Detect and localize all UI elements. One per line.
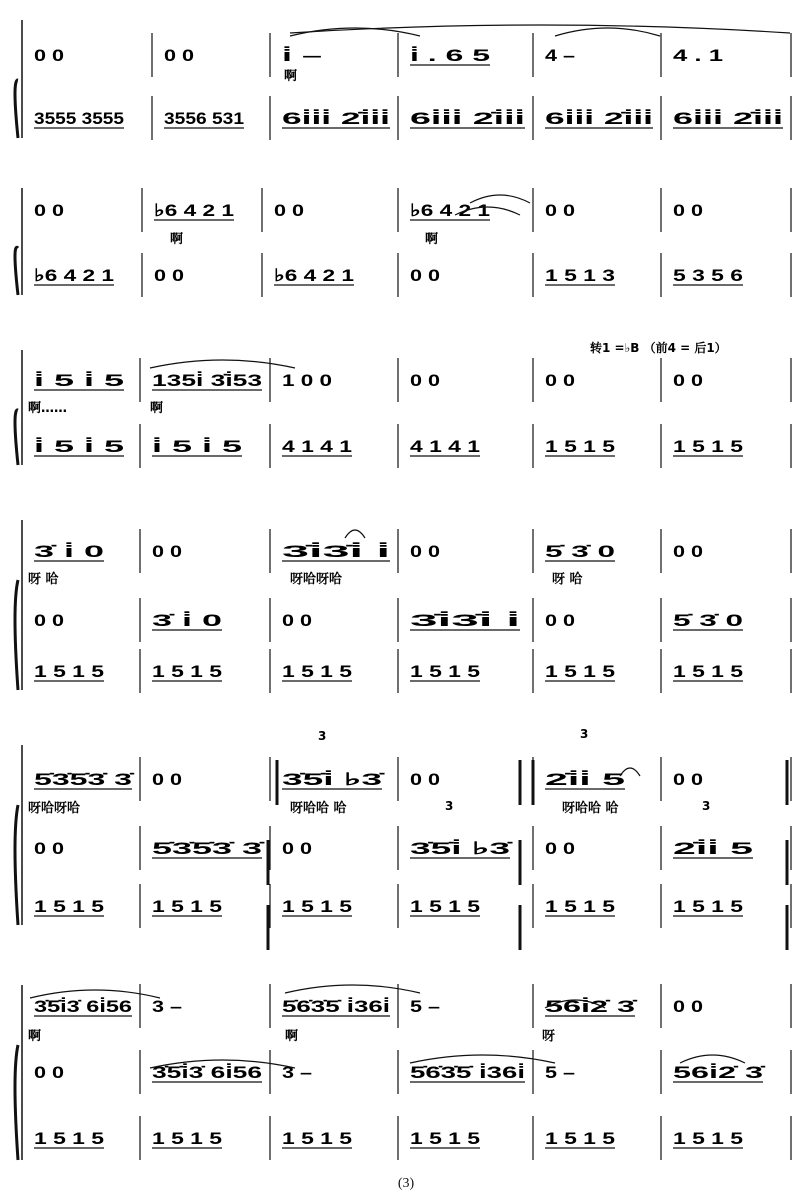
measure-notes: 1 5 1 5 <box>282 662 352 681</box>
measure-notes: ♭6 4 2 1 <box>34 266 114 285</box>
lyric-text: 啊 <box>28 1029 42 1044</box>
measure-notes: 3̇5̇i̇ ♭3̇ <box>410 839 515 858</box>
measure-notes: 4 – <box>545 46 575 65</box>
measure-notes: 3̇i̇3̇i̇ i̇ <box>410 611 520 630</box>
measure-notes: 6i̇i̇i̇ 2̇i̇i̇i̇ <box>410 109 525 128</box>
measure-notes: 3̇i̇3̇i̇ i̇ <box>282 542 390 561</box>
measure-notes: 5̇6̇3̇5̇ i̇36i̇ <box>410 1063 525 1082</box>
measure-notes: 0 0 <box>282 611 312 630</box>
measure-notes: 5 3 5 6 <box>673 266 743 285</box>
triplet-mark: 3 <box>445 799 454 813</box>
measure-notes: 4 . 1 <box>673 46 723 65</box>
measure-notes: 3̇ i̇ 0 <box>34 542 104 561</box>
measure-notes: 0 0 <box>282 839 312 858</box>
measure-notes: 3̇5̇i̇3̇ 6i̇56 <box>34 997 132 1016</box>
measure-notes: 1 5 1 5 <box>673 662 743 681</box>
measure-notes: 0 0 <box>152 542 182 561</box>
measure-notes: 0 0 <box>152 770 182 789</box>
measure-notes: i̇ – <box>282 46 322 65</box>
measure-notes: 0 0 <box>410 770 440 789</box>
measure-notes: 0 0 <box>34 1063 64 1082</box>
lyric-text: 呀哈呀哈 <box>290 572 343 587</box>
triplet-mark: 3 <box>702 799 711 813</box>
lyric-text: 呀 哈 <box>28 572 59 587</box>
measure-notes: 0 0 <box>545 371 575 390</box>
slur <box>150 360 295 368</box>
measure-notes: 56i̇2̇ 3̇ <box>673 1063 767 1082</box>
measure-notes: 0 0 <box>673 997 703 1016</box>
measure-notes: 6i̇i̇i̇ 2̇i̇i̇i̇ <box>545 109 653 128</box>
system-bracket <box>15 80 18 138</box>
slur <box>555 28 660 36</box>
measure-notes: 1 5 1 5 <box>410 1129 480 1148</box>
measure-notes: 5̇3̇5̇3̇ 3̇ <box>34 770 136 789</box>
measure-notes: 0 0 <box>154 266 184 285</box>
slur <box>680 1055 745 1063</box>
measure-notes: 0 0 <box>410 371 440 390</box>
lyric-text: 呀 <box>542 1029 556 1044</box>
measure-notes: 1 5 1 5 <box>545 662 615 681</box>
measure-notes: 1 5 1 5 <box>410 897 480 916</box>
score-notes <box>30 25 790 1148</box>
measure-notes: 0 0 <box>34 839 64 858</box>
lyric-text: 啊…… <box>28 401 68 416</box>
measure-notes: 5̇ 3̇ 0 <box>545 542 615 561</box>
measure-notes: 4 1 4 1 <box>282 437 352 456</box>
measure-notes: 5̇6̇3̇5̇ i̇36i̇ <box>282 997 390 1016</box>
measure-notes: 0 0 <box>410 542 440 561</box>
measure-notes: 1 0 0 <box>282 371 332 390</box>
measure-notes: 3556 531 <box>164 109 244 128</box>
measure-notes: 3 – <box>282 1063 312 1082</box>
measure-notes: 6i̇i̇i̇ 2̇i̇i̇i̇ <box>673 109 783 128</box>
measure-notes: 1 5 1 5 <box>545 437 615 456</box>
measure-notes: 5 – <box>410 997 440 1016</box>
measure-notes: 1 5 1 5 <box>152 1129 222 1148</box>
measure-notes: 3̇5̇i̇ ♭3̇ <box>282 770 387 789</box>
measure-notes: 2̇i̇i̇ 5 <box>673 839 753 858</box>
measure-notes: 0 0 <box>34 201 64 220</box>
lyric-text: 啊 <box>284 69 298 84</box>
measure-notes: 0 0 <box>274 201 304 220</box>
measure-notes: 0 0 <box>34 46 64 65</box>
measure-notes: 1 5 1 5 <box>545 897 615 916</box>
system-bracket <box>15 247 18 295</box>
measure-notes: 5̇ 3̇ 0 <box>673 611 743 630</box>
measure-notes: 56i̇2̇ 3̇ <box>545 997 639 1016</box>
measure-notes: 1 5 1 5 <box>410 662 480 681</box>
system-bracket <box>15 805 18 925</box>
lyric-text: 啊 <box>425 232 439 247</box>
measure-notes: 5 – <box>545 1063 575 1082</box>
lyric-text: 啊 <box>170 232 184 247</box>
measure-notes: 1 5 1 5 <box>282 897 352 916</box>
measure-notes: 3̇5̇i̇3̇ 6i̇56 <box>152 1063 262 1082</box>
measure-notes: 6i̇i̇i̇ 2̇i̇i̇i̇ <box>282 109 390 128</box>
system-bracket <box>15 1045 18 1160</box>
measure-notes: 135i̇ 3̇i̇53 <box>152 371 262 390</box>
measure-notes: 0 0 <box>545 611 575 630</box>
measure-notes: 1 5 1 5 <box>34 1129 104 1148</box>
lyric-text: 呀哈呀哈 <box>28 801 81 816</box>
measure-notes: i̇ 5 i̇ 5 <box>152 437 242 456</box>
measure-notes: i̇ 5 i̇ 5 <box>34 437 124 456</box>
measure-notes: 3555 3555 <box>34 109 125 128</box>
measure-notes: 1 5 1 5 <box>34 897 104 916</box>
triplet-mark: 3 <box>318 729 327 743</box>
measure-notes: 1 5 1 5 <box>673 1129 743 1148</box>
system-bracket <box>15 580 18 690</box>
measure-notes: 3 – <box>152 997 182 1016</box>
measure-notes: 3̇ i̇ 0 <box>152 611 222 630</box>
measure-notes: 0 0 <box>545 839 575 858</box>
measure-notes: ♭6 4 2 1 <box>154 201 234 220</box>
measure-notes: 0 0 <box>673 201 703 220</box>
measure-notes: 0 0 <box>545 201 575 220</box>
lyric-text: 啊 <box>285 1029 299 1044</box>
slur <box>285 985 420 993</box>
measure-notes: 0 0 <box>673 770 703 789</box>
measure-notes: 1 5 1 5 <box>673 897 743 916</box>
measure-notes: 0 0 <box>673 542 703 561</box>
measure-notes: 1 5 1 3 <box>545 266 615 285</box>
system-bracket <box>15 410 18 465</box>
measure-notes: 1 5 1 5 <box>282 1129 352 1148</box>
measure-notes: 4 1 4 1 <box>410 437 480 456</box>
lyric-text: 呀哈哈 哈 <box>290 801 347 816</box>
lyric-text: 呀 哈 <box>552 572 583 587</box>
measure-notes: 1 5 1 5 <box>152 662 222 681</box>
measure-notes: ♭6 4 2 1 <box>410 201 490 220</box>
measure-notes: 0 0 <box>34 611 64 630</box>
measure-notes: 1 5 1 5 <box>673 437 743 456</box>
measure-notes: 0 0 <box>410 266 440 285</box>
slur <box>345 530 365 538</box>
lyric-text: 啊 <box>150 401 164 416</box>
measure-notes: 1 5 1 5 <box>152 897 222 916</box>
measure-notes: 0 0 <box>673 371 703 390</box>
lyric-text: 呀哈哈 哈 <box>562 801 619 816</box>
page-number: (3) <box>397 1176 415 1191</box>
measure-notes: 2̇i̇i̇ 5 <box>545 770 625 789</box>
measure-notes: 5̇3̇5̇3̇ 3̇ <box>152 839 267 858</box>
measure-notes: ♭6 4 2 1 <box>274 266 354 285</box>
key-change-annotation: 转1 =♭B （前4 = 后1） <box>590 341 727 355</box>
measure-notes: 1 5 1 5 <box>34 662 104 681</box>
measure-notes: 0 0 <box>164 46 194 65</box>
triplet-mark: 3 <box>580 727 589 741</box>
measure-notes: 1 5 1 5 <box>545 1129 615 1148</box>
slur <box>290 25 790 33</box>
measure-notes: i̇ 5 i̇ 5 <box>34 371 124 390</box>
measure-notes: i̇ . 6 5 <box>410 46 490 65</box>
